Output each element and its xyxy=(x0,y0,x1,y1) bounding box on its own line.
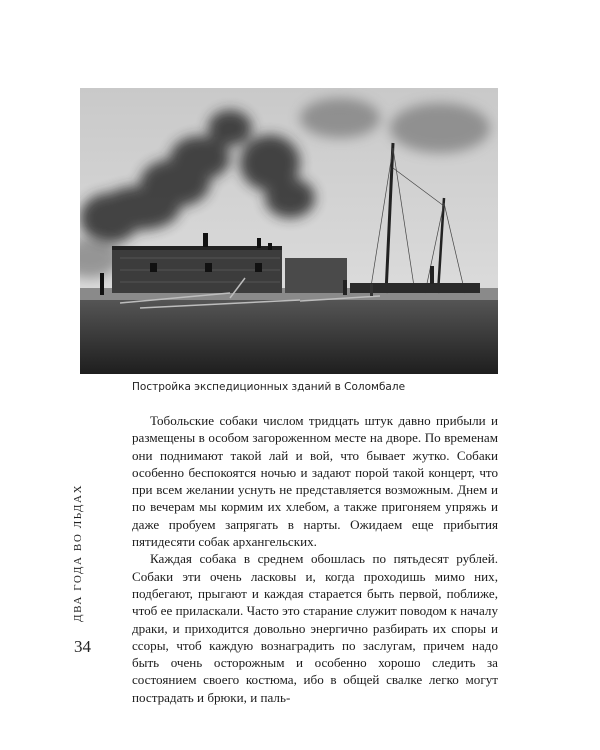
archival-photo xyxy=(80,88,498,374)
paragraph: Каждая собака в среднем обошлась по пятьдесят рублей. Собаки эти очень ласковы и, когда проходишь мимо них, подбегают, прыгают и каждая старается быть первой, поближе, чтоб ее приласкали. Часто это старание служит поводом к началу драки, и приходится довольно энергично разбирать их споры и ссоры, чтоб каждую вознаградить по заслугам, причем надо быть очень осторожным и особенно хорошо следить за состоянием своего костюма, ибо в общей свалке легко могут пострадать и брюки, и паль- xyxy=(132,551,498,705)
paragraph: Тобольские собаки числом тридцать штук давно прибыли и размещены в особом загороженном месте на дворе. По временам они поднимают такой лай и вой, что бывает жутко. Собаки особенно беспокоятся ночью и задают порой такой концерт, что при всем желании уснуть не представляется возможным. Днем и по вечерам мы кормим их хлебом, а также пригоняем упряжь и даже пробуем запрягать в нарты. Ожидаем еще прибытия пятидесяти собак архангельских. xyxy=(132,413,498,550)
shipyard-photo-illustration xyxy=(80,88,498,374)
photo-caption: Постройка экспедиционных зданий в Соломбале xyxy=(132,381,406,393)
page-number: 34 xyxy=(74,637,91,656)
body-text xyxy=(132,412,498,706)
running-head: ДВА ГОДА ВО ЛЬДАХ xyxy=(72,483,84,622)
